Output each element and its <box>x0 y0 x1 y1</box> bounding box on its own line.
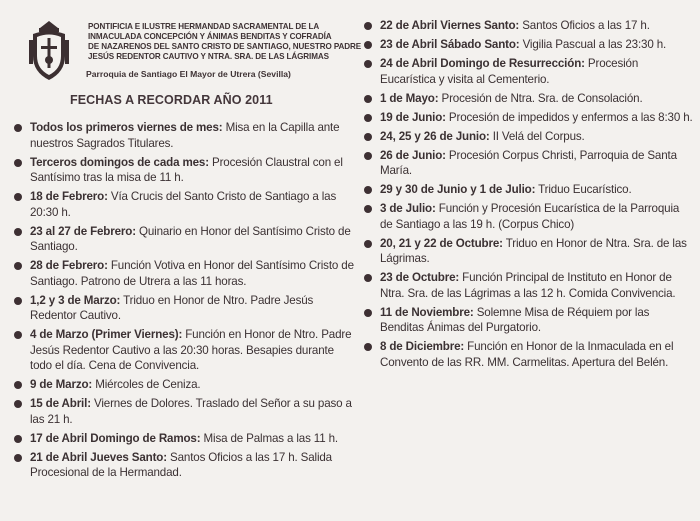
event-date: Todos los primeros viernes de mes: <box>30 121 223 134</box>
brotherhood-name-line: INMACULADA CONCEPCIÓN Y ÁNIMAS BENDITAS Y COFRADÍA <box>88 32 332 41</box>
brotherhood-name-line: DE NAZARENOS DEL SANTO CRISTO DE SANTIAGO, NUESTRO PADRE <box>88 42 362 51</box>
bullet-icon <box>364 133 372 141</box>
event-item <box>364 270 694 301</box>
event-description: Misa de Palmas a las 11 h. <box>203 431 338 445</box>
event-description: Procesión Eucarística y visita al Cementerio. <box>380 57 639 86</box>
event-description: Procesión de Ntra. Sra. de Consolación. <box>441 91 643 105</box>
event-description: Vigilia Pascual a las 23:30 h. <box>522 38 667 51</box>
header <box>14 0 362 107</box>
bullet-icon <box>364 22 372 30</box>
event-date: 23 al 27 de Febrero: <box>30 224 136 238</box>
event-item <box>364 201 694 232</box>
event-item <box>364 110 694 126</box>
event-date: Terceros domingos de cada mes: <box>30 155 209 169</box>
event-date: 15 de Abril: <box>30 397 91 410</box>
event-item <box>14 189 354 220</box>
event-description: Procesión Corpus Christi, Parroquia de Santa María. <box>380 148 677 177</box>
bullet-icon <box>364 60 372 68</box>
bullet-icon <box>364 41 372 49</box>
event-item <box>364 148 694 179</box>
event-description: Triduo Eucarístico. <box>538 183 632 196</box>
event-description: Función Principal de Instituto en Honor de Ntra. Sra. de las Lágrimas a las 12 h. Comida Convivencia. <box>380 271 676 300</box>
event-date: 9 de Marzo: <box>30 378 93 391</box>
event-description: Procesión de impedidos y enfermos a las 8:30 h. <box>448 110 693 124</box>
event-item <box>14 377 354 393</box>
bullet-icon <box>364 240 372 248</box>
bullet-icon <box>14 454 22 462</box>
bullet-icon <box>14 435 22 443</box>
event-item <box>364 37 694 53</box>
event-item <box>364 18 694 34</box>
event-item <box>14 155 354 186</box>
event-date: 8 de Diciembre: <box>380 340 465 353</box>
bullet-icon <box>364 274 372 282</box>
event-description: II Velá del Corpus. <box>492 129 585 143</box>
bullet-icon <box>14 400 22 408</box>
event-item <box>364 339 694 370</box>
event-description: Función Votiva en Honor del Santísimo Cristo de Santiago. Patrono de Utrera a las 11 horas. <box>30 259 354 288</box>
event-date: 19 de Junio: <box>380 110 446 124</box>
section-title: FECHAS A RECORDAR AÑO 2011 <box>70 93 273 107</box>
event-item <box>364 236 694 267</box>
event-list-right <box>364 18 694 374</box>
event-date: 21 de Abril Jueves Santo: <box>30 450 167 464</box>
bullet-icon <box>14 262 22 270</box>
bullet-icon <box>14 193 22 201</box>
event-item <box>364 182 694 198</box>
brotherhood-crest-icon <box>27 20 71 82</box>
event-description: Solemne Misa de Réquiem por las Benditas Ánimas del Purgatorio. <box>380 305 650 334</box>
bullet-icon <box>364 309 372 317</box>
event-description: Procesión Claustral con el Santísimo tras la misa de 11 h. <box>30 155 343 184</box>
event-description: Miércoles de Ceniza. <box>95 378 201 391</box>
event-item <box>14 224 354 255</box>
event-description: Quinario en Honor del Santísimo Cristo de Santiago. <box>30 224 351 253</box>
event-date: 4 de Marzo (Primer Viernes): <box>30 328 183 341</box>
event-item <box>364 91 694 107</box>
event-date: 3 de Julio: <box>380 202 436 215</box>
event-description: Función en Honor de la Inmaculada en el Convento de las RR. MM. Carmelitas. Apertura del Belén. <box>380 340 674 369</box>
event-date: 20, 21 y 22 de Octubre: <box>380 236 503 250</box>
event-item <box>14 396 354 427</box>
event-date: 28 de Febrero: <box>30 259 108 272</box>
bullet-icon <box>364 205 372 213</box>
brotherhood-name-line: PONTIFICIA E ILUSTRE HERMANDAD SACRAMENTAL DE LA <box>88 22 320 31</box>
event-description: Triduo en Honor de Ntra. Sra. de las Lágrimas. <box>380 236 687 265</box>
event-description: Triduo en Honor de Ntro. Padre Jesús Redentor Cautivo. <box>30 293 314 322</box>
left-column <box>14 0 362 479</box>
event-item <box>14 450 354 481</box>
bullet-icon <box>14 159 22 167</box>
bullet-icon <box>14 124 22 132</box>
event-description: Función en Honor de Ntro. Padre Jesús Redentor Cautivo a las 20:30 horas. Besapies durante todo el día. Cena de Convivencia. <box>30 328 352 372</box>
brotherhood-name-line: JESÚS REDENTOR CAUTIVO Y NTRA. SRA. DE LAS LÁGRIMAS <box>88 52 329 61</box>
event-description: Viernes de Dolores. Traslado del Señor a su paso a las 21 h. <box>30 397 352 426</box>
event-description: Misa en la Capilla ante nuestros Sagrados Titulares. <box>30 121 340 150</box>
bullet-icon <box>364 152 372 160</box>
brotherhood-name <box>88 22 362 62</box>
event-description: Santos Oficios a las 17 h. Salida Procesional de la Hermandad. <box>30 450 332 479</box>
event-date: 18 de Febrero: <box>30 190 108 203</box>
bullet-icon <box>14 331 22 339</box>
bullet-icon <box>364 114 372 122</box>
event-date: 17 de Abril Domingo de Ramos: <box>30 431 201 445</box>
event-description: Vía Crucis del Santo Cristo de Santiago a las 20:30 h. <box>30 190 337 219</box>
event-date: 26 de Junio: <box>380 148 446 162</box>
event-date: 24 de Abril Domingo de Resurrección: <box>380 57 585 70</box>
event-date: 23 de Octubre: <box>380 271 460 284</box>
bullet-icon <box>14 297 22 305</box>
parish-name: Parroquia de Santiago El Mayor de Utrera (Sevilla) <box>86 69 291 79</box>
event-description: Santos Oficios a las 17 h. <box>522 19 650 32</box>
bullet-icon <box>14 228 22 236</box>
bullet-icon <box>364 95 372 103</box>
event-item <box>14 327 354 374</box>
event-item <box>364 129 694 145</box>
bullet-icon <box>364 186 372 194</box>
event-description: Función y Procesión Eucarística de la Parroquia de Santiago a las 19 h. (Corpus Chico) <box>380 202 680 231</box>
event-date: 24, 25 y 26 de Junio: <box>380 129 490 143</box>
event-date: 23 de Abril Sábado Santo: <box>380 38 520 51</box>
event-item <box>14 258 354 289</box>
event-date: 29 y 30 de Junio y 1 de Julio: <box>380 183 536 196</box>
event-date: 22 de Abril Viernes Santo: <box>380 19 520 32</box>
event-list-left <box>14 120 354 484</box>
bullet-icon <box>14 381 22 389</box>
event-date: 11 de Noviembre: <box>380 305 474 319</box>
event-item <box>14 431 354 447</box>
event-date: 1,2 y 3 de Marzo: <box>30 293 121 307</box>
event-item <box>14 120 354 151</box>
bullet-icon <box>364 343 372 351</box>
event-item <box>364 56 694 87</box>
event-item <box>364 305 694 336</box>
event-item <box>14 293 354 324</box>
event-date: 1 de Mayo: <box>380 91 439 105</box>
